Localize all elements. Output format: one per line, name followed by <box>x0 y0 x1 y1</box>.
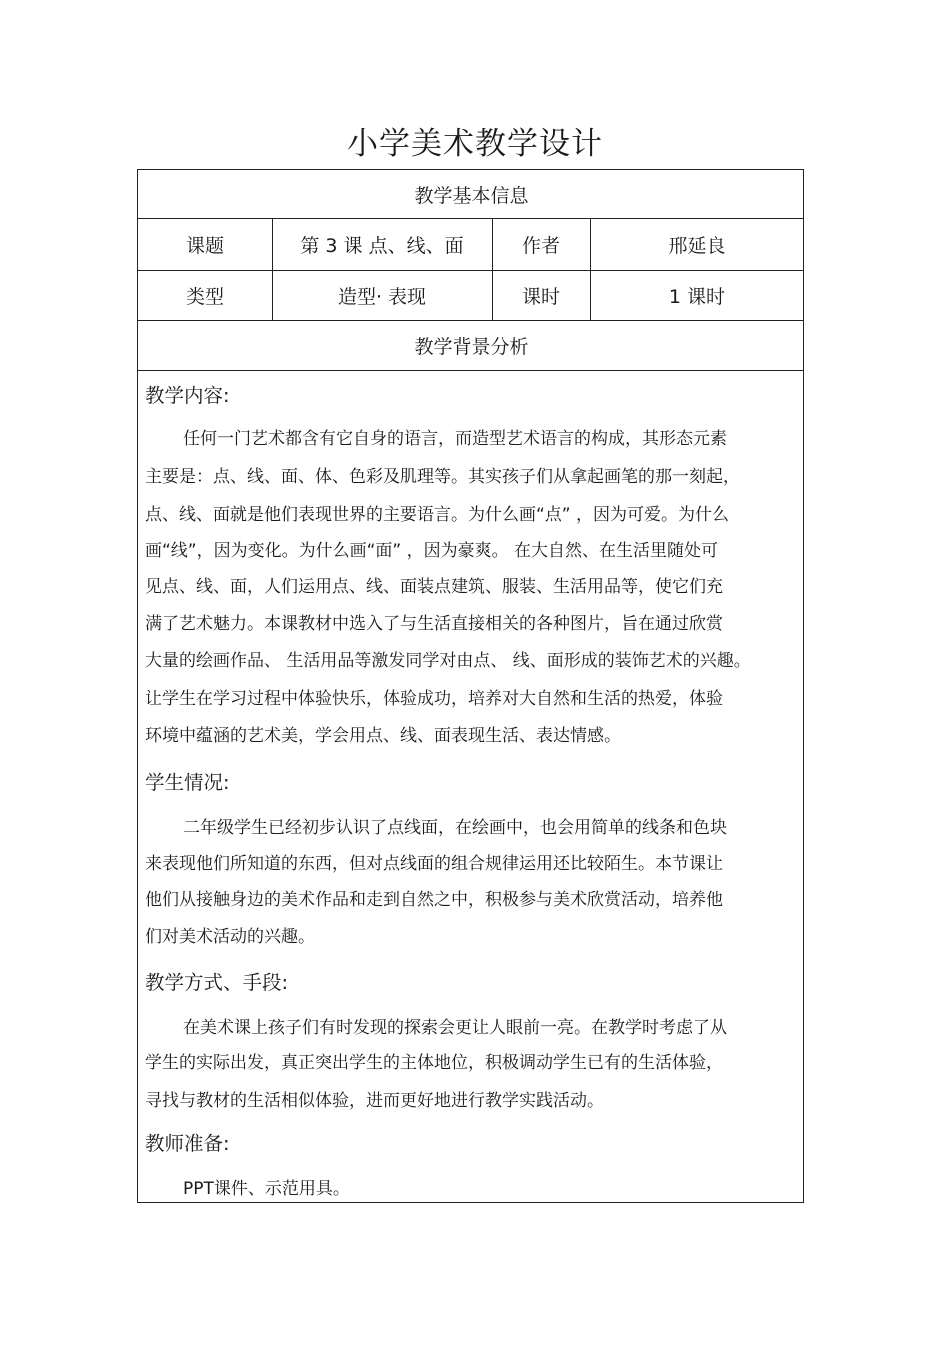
paragraph-line: 大量的绘画作品、 生活用品等激发同学对由点、 线、面形成的装饰艺术的兴趣。 <box>145 651 751 671</box>
paragraph-line: 见点、线、面，人们运用点、线、面装点建筑、服装、生活用品等，使它们充 <box>145 577 723 597</box>
paragraph-line: 们对美术活动的兴趣。 <box>145 927 315 947</box>
basic-info-header: 教学基本信息 <box>414 184 529 207</box>
author-value: 邢延良 <box>668 234 726 257</box>
paragraph-line: 主要是：点、线、面、体、色彩及肌理等。其实孩子们从拿起画笔的那一刻起， <box>145 467 740 487</box>
lesson-label: 课题 <box>185 234 224 257</box>
lesson-plan-table <box>137 169 804 1203</box>
paragraph-line: 他们从接触身边的美术作品和走到自然之中，积极参与美术欣赏活动，培养他 <box>145 890 723 910</box>
paragraph-line: 任何一门艺术都含有它自身的语言，而造型艺术语言的构成，其形态元素 <box>183 429 727 449</box>
paragraph-line: 环境中蕴涵的艺术美，学会用点、线、面表现生活、表达情感。 <box>145 726 621 746</box>
period-value: 1 课时 <box>668 285 726 308</box>
paragraph-line: 来表现他们所知道的东西，但对点线面的组合规律运用还比较陌生。本节课让 <box>145 854 723 874</box>
paragraph-line: 在美术课上孩子们有时发现的探索会更让人眼前一亮。在教学时考虑了从 <box>183 1018 727 1038</box>
paragraph-line: 学生的实际出发，真正突出学生的主体地位，积极调动学生已有的生活体验， <box>145 1053 723 1073</box>
paragraph-line: 满了艺术魅力。本课教材中选入了与生活直接相关的各种图片，旨在通过欣赏 <box>145 614 723 634</box>
paragraph-line: 让学生在学习过程中体验快乐，体验成功，培养对大自然和生活的热爱，体验 <box>145 689 723 709</box>
type-value: 造型· 表现 <box>337 285 427 308</box>
lesson-value: 第 3 课 点、线、面 <box>300 234 464 257</box>
document-title: 小学美术教学设计 <box>347 126 603 162</box>
paragraph-line: PPT课件、示范用具。 <box>183 1179 350 1199</box>
section-heading-preparation: 教师准备: <box>145 1132 230 1155</box>
section-heading-content: 教学内容: <box>145 384 230 407</box>
period-label: 课时 <box>521 285 560 308</box>
author-label: 作者 <box>521 234 560 257</box>
paragraph-line: 画“线”，因为变化。为什么画“面” ，因为豪爽。 在大自然、在生活里随处可 <box>145 541 719 561</box>
section-heading-students: 学生情况: <box>145 771 230 794</box>
paragraph-line: 点、线、面就是他们表现世界的主要语言。为什么画“点” ，因为可爱。为什么 <box>145 505 730 525</box>
paragraph-line: 二年级学生已经初步认识了点线面，在绘画中，也会用简单的线条和色块 <box>183 818 727 838</box>
background-header: 教学背景分析 <box>414 335 529 358</box>
paragraph-line: 寻找与教材的生活相似体验，进而更好地进行教学实践活动。 <box>145 1091 604 1111</box>
table-divider <box>138 370 803 371</box>
type-label: 类型 <box>185 285 224 308</box>
section-heading-methods: 教学方式、手段: <box>145 971 289 994</box>
